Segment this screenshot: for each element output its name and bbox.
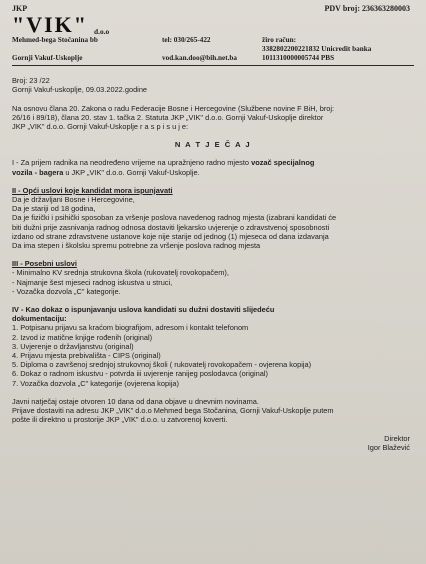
signature-title: Direktor <box>384 433 410 443</box>
section-2-heading: II - Opći uslovi koje kandidat mora ispunjavati <box>12 185 173 195</box>
vat-number: PDV broj: 236363280003 <box>324 4 410 13</box>
section-4-heading-cont: dokumentaciju: <box>12 314 67 324</box>
section-1-text: I - Za prijem radnika na neodređeno vrijeme na upražnjeno radno mjesto <box>12 158 252 168</box>
list-item: 6. Dokaz o radnom iskustvu - potvrda iii uvjerenje ranijeg poslodavca (original) <box>12 369 268 379</box>
signature-name: Igor Blažević <box>367 442 410 452</box>
document-title: N A T J E Č A J <box>174 140 252 150</box>
bank-account-label: žiro račun: <box>262 36 297 45</box>
document-date: Gornji Vakuf-uskoplje, 09.03.2022.godine <box>12 85 148 95</box>
closing-line: pošte ili direktno u prostorije JKP „VIK" d.o.o. u zatvorenoj koverti. <box>12 415 228 425</box>
intro-line: 26/16 i 89/18), člana 20. stav 1. tačka 2. Statuta JKP „VIK" d.o.o. Gornji Vakuf-Uskoplje direktor <box>12 112 324 122</box>
list-item: - Najmanje šest mjeseci radnog iskustva u struci, <box>12 277 173 287</box>
company-email: vod.kan.doo@bih.net.ba <box>162 54 237 63</box>
list-item: 1. Potpisanu prijavu sa kraćom biografijom, adresom i kontakt telefonom <box>12 323 249 333</box>
list-item: 7. Vozačka dozvola „C" kategorije (ovjerena kopija) <box>12 378 179 388</box>
section-1-text-cont: u JKP „VIK" d.o.o. Gornji Vakuf-Uskoplje. <box>63 167 200 177</box>
company-type: JKP <box>12 4 28 13</box>
company-phone: tel: 030/265-422 <box>162 36 211 45</box>
section-3-heading: III - Posebni uslovi <box>12 259 77 269</box>
section-1 <box>12 158 414 176</box>
document-number: Broj: 23 /22 <box>12 76 50 86</box>
closing-paragraph <box>12 397 414 425</box>
bank-account-1: 3382802200221832 Unicredit banka <box>262 45 372 54</box>
list-item: Da je stariji od 18 godina, <box>12 204 96 214</box>
closing-line: Javni natječaj ostaje otvoren 10 dana od dana objave u dnevnim novinama. <box>12 396 259 406</box>
section-3 <box>12 259 414 296</box>
bank-account-2: 1011310000005744 PBS <box>262 54 335 63</box>
list-item: Da je fizički i psihički sposoban za vršenje poslova navedenog radnog mjesta (izabrani kandidati će <box>12 213 337 223</box>
list-item: Da je državljani Bosne i Hercegovine, <box>12 195 135 205</box>
company-city: Gornji Vakuf-Uskoplje <box>12 54 83 63</box>
logo-row <box>12 14 414 36</box>
company-suffix: d.o.o <box>94 27 110 36</box>
intro-line: Na osnovu člana 20. Zakona o radu Federacije Bosne i Hercegovine (Službene novine F BiH, broj: <box>12 103 335 113</box>
list-item: Da ima stepen i školsku spremu potrebne za vršenje poslova radnog mjesta <box>12 241 261 251</box>
closing-line: Prijave dostaviti na adresu JKP „VIK" d.o.o Mehmed bega Stočanina, Gornji Vakuf-Uskoplje putem <box>12 406 334 416</box>
list-item: 5. Diploma o završenoj srednjoj strukovnoj školi ( rukovatelj rovokopačem - ovjerena kopija) <box>12 360 312 370</box>
list-item: - Minimalno KV srednja strukovna škola (rukovatelj rovokopačem), <box>12 268 229 278</box>
list-item: 3. Uvjerenje o državljanstvu (original) <box>12 341 134 351</box>
position-title: vozač specijalnog <box>251 158 315 168</box>
intro-line: JKP „VIK" d.o.o. Gornji Vakuf-Uskoplje r a s p i s u j e: <box>12 122 189 132</box>
company-logo: "VIK" <box>12 12 88 38</box>
list-item: - Vozačka dozvola „C" kategorije. <box>12 286 121 296</box>
section-2 <box>12 186 414 250</box>
position-title-cont: vozila - bagera <box>12 167 64 177</box>
letterhead-details <box>12 36 414 63</box>
company-address: Mehmed-bega Stočanina bb <box>12 36 98 45</box>
list-item: 2. Izvod iz matične knjige rođenih (original) <box>12 332 153 342</box>
intro-paragraph <box>12 104 414 132</box>
list-item: 4. Prijavu mjesta prebivališta - CIPS (original) <box>12 351 161 361</box>
section-4-heading: IV - Kao dokaz o ispunjavanju uslova kandidati su dužni dostaviti slijedeću <box>12 305 275 315</box>
letterhead-divider <box>12 65 414 66</box>
section-4 <box>12 305 414 388</box>
list-item: izdano od strane zdravstvene ustanove koje nije starije od jednog (1) mjeseca od dana izdavanja <box>12 231 329 241</box>
list-item: biti dužni prije zasnivanja radnog odnosa dostaviti ljekarsko uvjerenje o zdravstvenoj sposobnosti <box>12 222 330 232</box>
